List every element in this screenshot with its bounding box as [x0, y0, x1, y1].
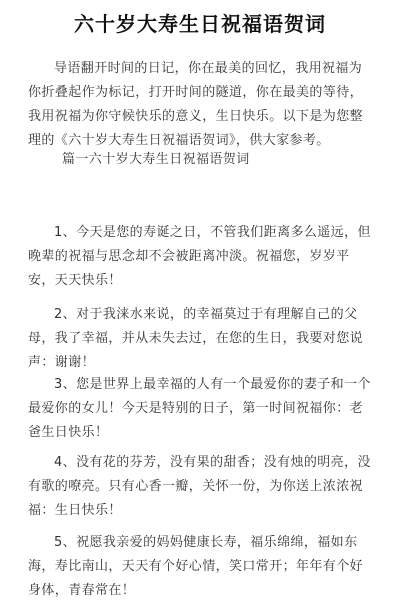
blessing-paragraph-1: 1、今天是您的寿诞之日，不管我们距离多么遥远，但晚辈的祝福与思念却不会被距离冲淡。祝福您，岁岁平安，天天快乐！ — [28, 225, 371, 288]
section-heading: 篇一六十岁大寿生日祝福语贺词 — [62, 152, 250, 167]
blessing-paragraph-5: 5、祝愿我亲爱的妈妈健康长寿，福乐绵绵，福如东海，寿比南山，天天有个好心情，笑口常开；年年有个好身体，青春常在！ — [28, 535, 364, 598]
blessing-paragraph-3: 3、您是世界上最幸福的人有一个最爱你的妻子和一个最爱你的女儿！今天是特别的日子，第一时间祝福你：老爸生日快乐！ — [28, 377, 371, 440]
blessing-paragraph-2: 2、对于我涞水来说，的幸福莫过于有理解自己的父母，我了幸福，并从未失去过，在您的生日，我要对您说声：谢谢！ — [28, 307, 364, 370]
blessing-paragraph-4: 4、没有花的芬芳，没有果的甜香；没有烛的明亮，没有歌的嘹亮。只有心香一瓣，关怀一份，为你送上浓浓祝福：生日快乐！ — [28, 455, 371, 518]
page-title: 六十岁大寿生日祝福语贺词 — [74, 12, 326, 36]
intro-paragraph: 导语翻开时间的日记，你在最美的回忆，我用祝福为你折叠起作为标记，打开时间的隧道，你在最美的等待，我用祝福为你守候快乐的意义，生日快乐。以下是为您整理的《六十岁大寿生日祝福语贺词》，供大家参考。 — [28, 61, 364, 148]
